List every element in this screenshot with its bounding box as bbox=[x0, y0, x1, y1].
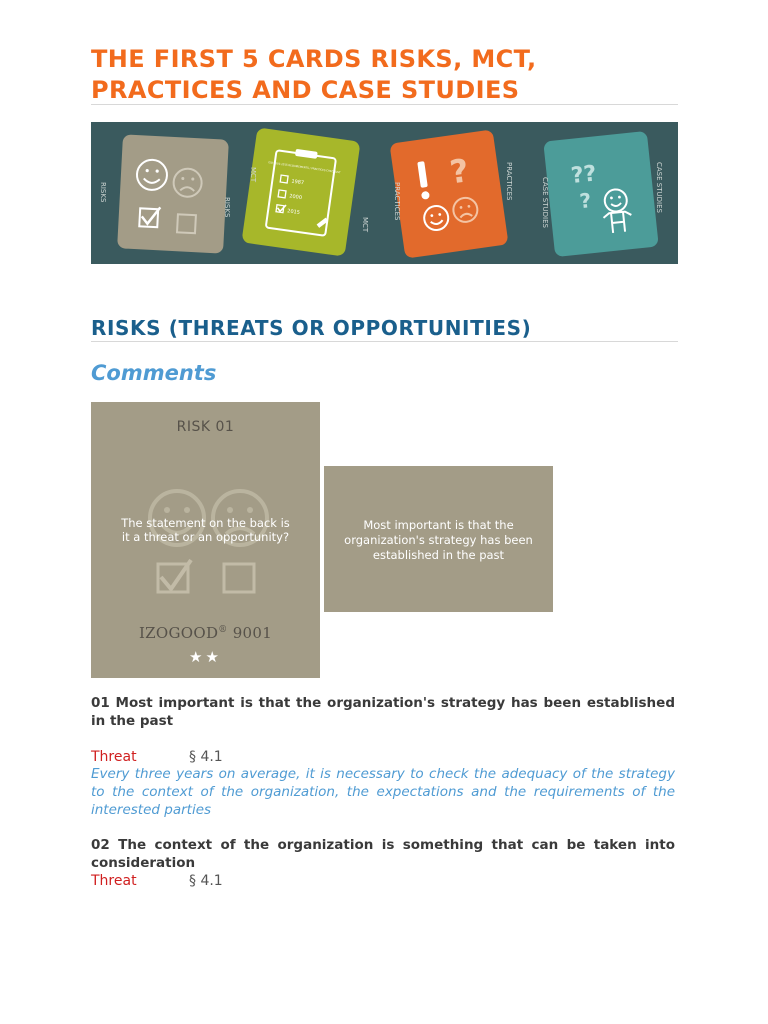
mct-item-2015: 2015 bbox=[286, 208, 301, 217]
banner-label-case-studies: CASE STUDIES bbox=[541, 177, 549, 228]
item-01-ref: § 4.1 bbox=[189, 749, 223, 765]
mct-item-1987: 1987 bbox=[290, 178, 305, 187]
card-stars: ★★ bbox=[189, 648, 222, 666]
section-divider bbox=[91, 341, 678, 342]
banner-card-mct bbox=[241, 127, 360, 256]
section-title: RISKS (THREATS OR OPPORTUNITIES) bbox=[91, 316, 532, 340]
svg-text:?: ? bbox=[578, 188, 593, 214]
banner-label-case-studies-2: CASE STUDIES bbox=[655, 162, 663, 213]
banner-label-mct-2: MCT bbox=[361, 217, 369, 233]
checked-box-icon bbox=[158, 560, 191, 592]
mct-clipboard-header: ISO 9001:2015 REQUIREMENTS / PRACTICES CHECKLIST bbox=[268, 161, 341, 175]
title-divider bbox=[91, 104, 678, 105]
card-title: RISK 01 bbox=[176, 419, 235, 435]
brand-number: 9001 bbox=[232, 624, 273, 642]
svg-text:??: ?? bbox=[569, 161, 598, 189]
banner-label-risks: RISKS bbox=[99, 182, 107, 203]
banner-label-risks-2: RISKS bbox=[223, 197, 231, 218]
banner-label-mct: MCT bbox=[249, 167, 257, 183]
banner-card-risks bbox=[117, 134, 229, 253]
item-02-ref: § 4.1 bbox=[189, 873, 223, 889]
brand-registered-mark: ® bbox=[218, 625, 228, 635]
item-01-explanation: Every three years on average, it is necessary to check the adequacy of the strategy to the context of the organization, the expectations and the requirements of the interested parties bbox=[91, 766, 675, 818]
banner-label-practices: PRACTICES bbox=[393, 182, 401, 221]
banner-label-risks-right bbox=[223, 197, 231, 218]
subsection-title: Comments bbox=[91, 361, 217, 385]
risk-card-back bbox=[324, 466, 553, 612]
cards-banner bbox=[91, 122, 678, 264]
document-title: THE FIRST 5 CARDS RISKS, MCT, PRACTICES AND CASE STUDIES bbox=[91, 45, 537, 104]
card-statement: The statement on the back is it a threat or an opportunity? bbox=[121, 516, 290, 544]
item-01-title: 01 Most important is that the organization's strategy has been established in the past bbox=[91, 695, 675, 729]
banner-label-risks-left bbox=[99, 182, 107, 203]
item-02-tag: Threat bbox=[91, 873, 137, 889]
question-mark-glyph: ? bbox=[447, 151, 472, 192]
banner-card-practices bbox=[389, 129, 508, 258]
empty-box-icon bbox=[224, 564, 254, 592]
brand-name: IZOGOOD bbox=[138, 624, 219, 642]
banner-label-practices-2: PRACTICES bbox=[505, 162, 513, 201]
item-02-tag-line bbox=[91, 872, 223, 890]
item-02-title: 02 The context of the organization is something that can be taken into consideration bbox=[91, 837, 675, 871]
item-01-tag-line bbox=[91, 748, 223, 766]
banner-card-case-studies bbox=[543, 131, 659, 257]
mct-item-2000: 2000 bbox=[288, 193, 303, 202]
card-back-text: Most important is that the organization's strategy has been established in the past bbox=[344, 518, 533, 562]
item-01-tag: Threat bbox=[91, 749, 137, 765]
card-brand bbox=[91, 624, 320, 642]
